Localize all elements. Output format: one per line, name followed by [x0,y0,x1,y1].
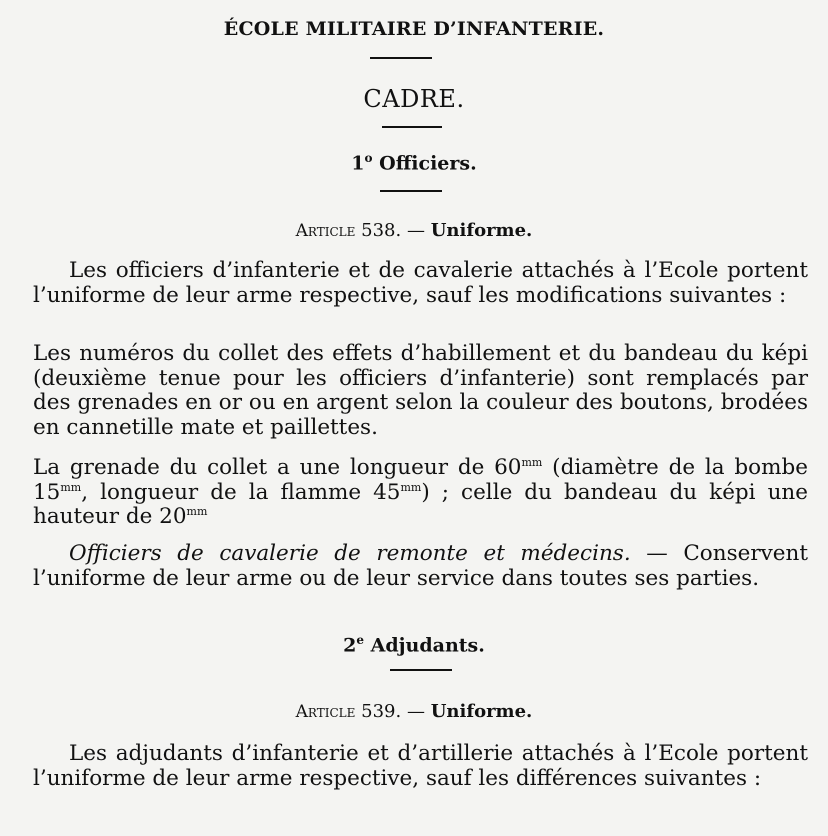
section-label: Officiers. [379,152,477,175]
paragraph-2-text: Les numéros du collet des effets d’habillement et du bandeau du képi (deuxième tenue pour les officiers d’infanterie) sont remplacés par des grenades en or ou en argent selon la couleur des boutons, brodées en cannetille mate et paillettes. [33,341,808,440]
paragraph-3-text-d: ) ; celle du bandeau du képi une hauteur de 20 [33,479,808,529]
unit-mm: mm [400,480,422,494]
section-label: Adjudants. [370,634,485,657]
section1-rule [380,190,442,192]
article-prefix: Article [295,221,356,241]
paragraph-2 [33,342,808,440]
paragraph-5-text: Les adjudants d’infanterie et d’artillerie attachés à l’Ecole portent l’uniforme de leur arme respective, sauf les différences suivantes : [33,741,808,791]
unit-mm: mm [60,480,82,494]
paragraph-3-text-b: (diamètre de la bombe 15 [33,455,808,505]
paragraph-5 [33,742,808,791]
section-heading-officiers [0,151,828,174]
section-number: 1 [351,152,365,175]
paragraph-4-text: — Conservent l’uniforme de leur arme ou de leur service dans toutes ses parties. [33,541,808,591]
article-title: Uniforme. [430,220,533,241]
cadre-title: CADRE. [363,85,465,113]
article-prefix: Article [295,702,356,722]
article-title: Uniforme. [430,701,533,722]
article-538-heading [0,220,828,241]
paragraph-3-text-a: La grenade du collet a une longueur de 60 [33,455,522,480]
article-dash: — [406,701,425,722]
section2-rule [390,669,452,671]
paragraph-1 [33,259,808,308]
paragraph-3-text-c: , longueur de la flamme 45 [81,479,401,505]
section-ordinal: e [356,633,365,647]
unit-mm: mm [186,504,208,518]
paragraph-4 [33,542,808,591]
unit-mm: mm [521,455,543,469]
article-dash: — [406,220,425,241]
cadre-rule [382,126,442,128]
school-title: ÉCOLE MILITAIRE D’INFANTERIE. [223,18,605,40]
article-number: 539. [361,701,402,722]
article-539-heading [0,701,828,722]
section-ordinal: o [364,151,373,165]
title-rule [370,57,432,59]
paragraph-1-text: Les officiers d’infanterie et de cavalerie attachés à l’Ecole portent l’uniforme de leur arme respective, sauf les modifications suivantes : [33,258,808,308]
section-number: 2 [343,634,357,657]
paragraph-4-italic: Officiers de cavalerie de remonte et médecins. [69,541,631,566]
section-heading-adjudants [0,633,828,656]
paragraph-3 [33,456,808,530]
article-number: 538. [361,220,402,241]
